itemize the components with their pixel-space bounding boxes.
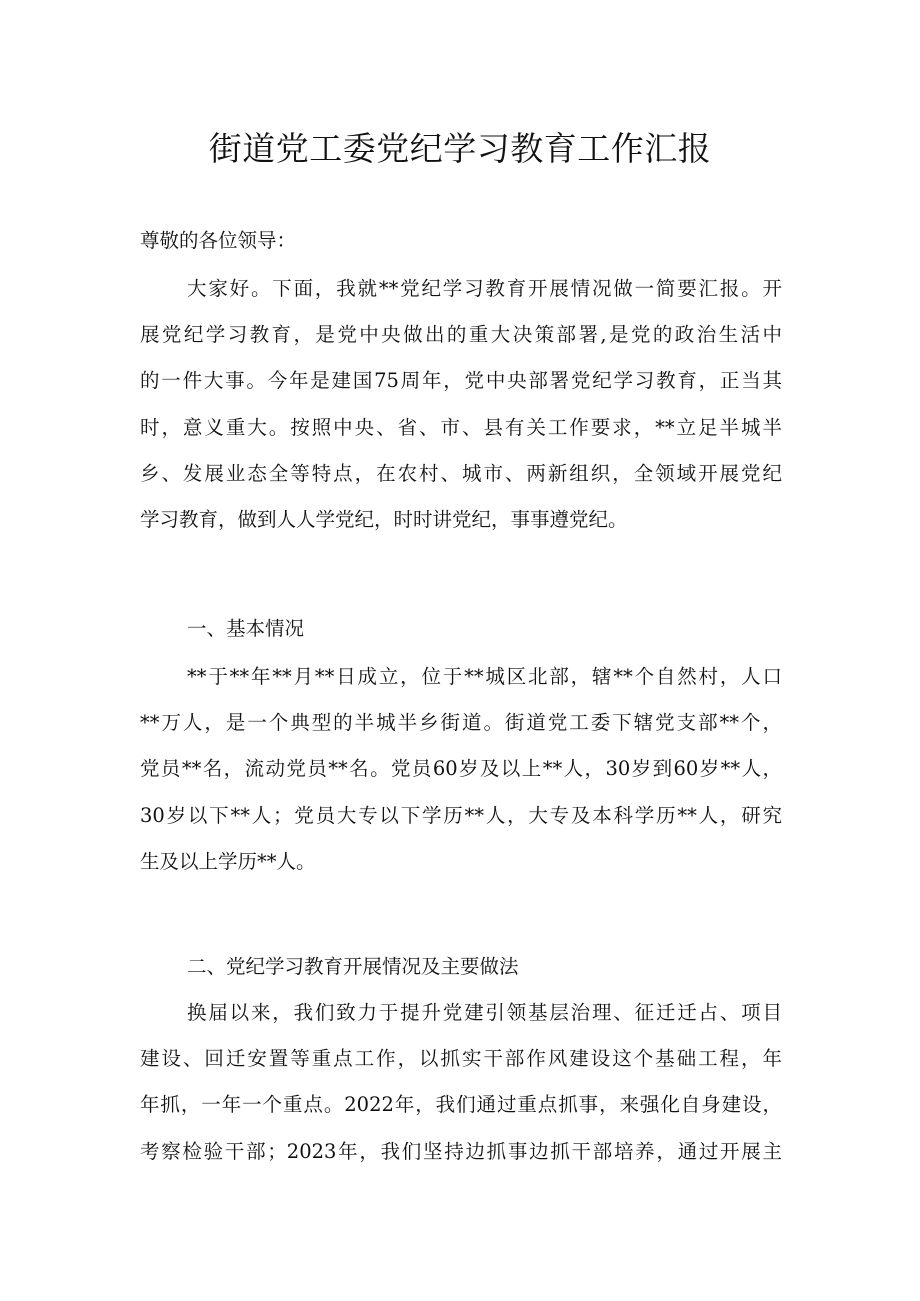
paragraph-line: 建设、回迁安置等重点工作，以抓实干部作风建设这个基础工程，年 xyxy=(140,1047,782,1071)
paragraph-line: **于**年**月**日成立，位于**城区北部，辖**个自然村，人口 xyxy=(187,665,782,688)
basic-info-paragraph xyxy=(140,654,782,885)
paragraph-line: 年抓，一年一个重点。2022年，我们通过重点抓事，来强化自身建设， xyxy=(140,1093,782,1117)
paragraph-line: 学习教育，做到人人学党纪，时时讲党纪，事事遵党纪。 xyxy=(140,507,628,531)
paragraph-line: 考察检验干部；2023年，我们坚持边抓事边抓干部培养，通过开展主 xyxy=(140,1139,782,1163)
practice-paragraph xyxy=(140,990,782,1175)
paragraph-line: 的一件大事。今年是建国75周年，党中央部署党纪学习教育，正当其 xyxy=(140,369,782,393)
section-heading-text: 一、基本情况 xyxy=(187,617,305,640)
paragraph-line: 生及以上学历**人。 xyxy=(140,849,316,873)
paragraph-line: 展党纪学习教育，是党中央做出的重大决策部署,是党的政治生活中 xyxy=(140,323,782,347)
salutation xyxy=(140,218,782,264)
paragraph-line: 大家好。下面，我就**党纪学习教育开展情况做一简要汇报。开 xyxy=(187,277,782,300)
paragraph-line: 换届以来，我们致力于提升党建引领基层治理、征迁迁占、项目 xyxy=(187,1001,782,1024)
paragraph-line: 30岁以下**人；党员大专以下学历**人，大专及本科学历**人，研究 xyxy=(140,803,782,827)
section-heading-text: 二、党纪学习教育开展情况及主要做法 xyxy=(187,955,519,978)
section-heading xyxy=(140,606,782,652)
section-heading xyxy=(140,944,782,990)
paragraph-line: 时，意义重大。按照中央、省、市、县有关工作要求，**立足半城半 xyxy=(140,415,782,439)
paragraph-line: 乡、发展业态全等特点，在农村、城市、两新组织，全领域开展党纪 xyxy=(140,461,782,485)
salutation-line: 尊敬的各位领导： xyxy=(140,229,297,252)
document-title: 街道党工委党纪学习教育工作汇报 xyxy=(208,129,712,168)
intro-paragraph xyxy=(140,266,782,543)
paragraph-line: **万人，是一个典型的半城半乡街道。街道党工委下辖党支部**个， xyxy=(140,711,782,735)
paragraph-line: 党员**名，流动党员**名。党员60岁及以上**人，30岁到60岁**人， xyxy=(140,757,782,781)
